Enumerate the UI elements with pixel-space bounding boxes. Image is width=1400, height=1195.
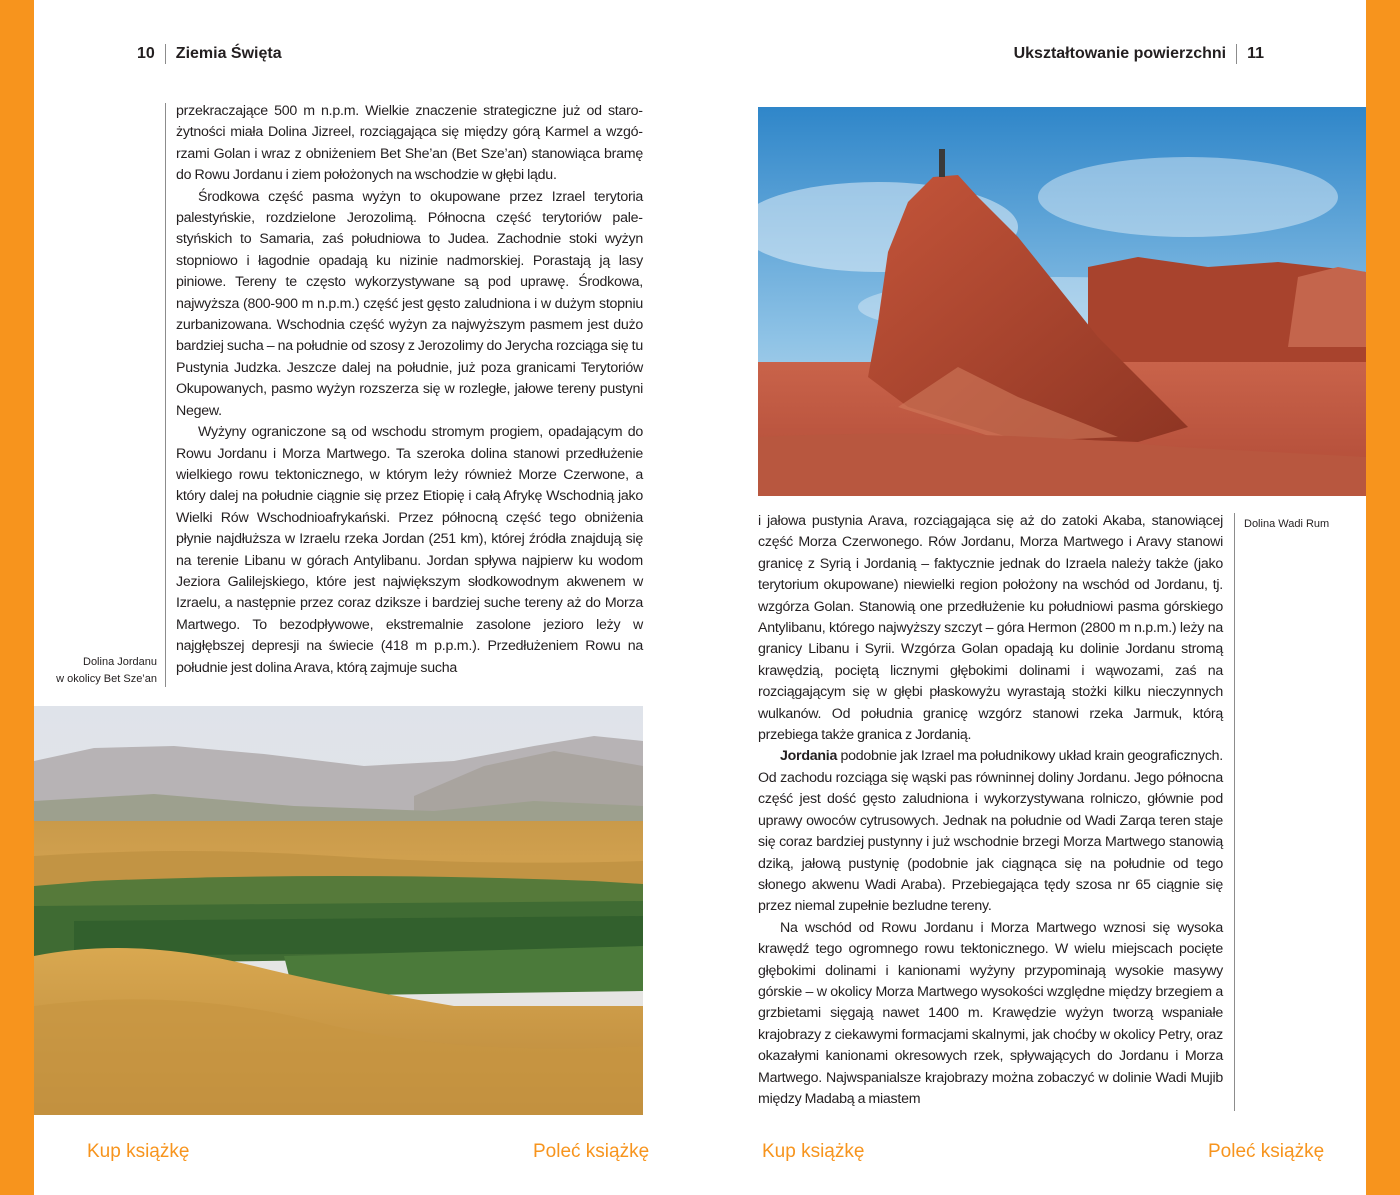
right-paragraph-2-text: podobnie jak Izrael ma południkowy układ krain geograficznych. Od zachodu rozciąga się wąski pas równinnej doliny Jordanu. Jego północna część jest dość gęsto zaludniona i wykorzystywana rolniczo, głównie pod uprawy owoców cytrusowych. Jednak na południe od Wadi Zarqa teren staje się coraz bardziej pustynny i już wschodnie brzegi Morza Martwego stanowią dziką, jałową pustynię (podobnie jak ciągnąca się na południe od tego słonego akwenu Wadi Araba). Przebiegająca tędy szosa nr 65 ciągnie się przez niemal zupełnie bezludne tereny. [758,748,1223,915]
right-paragraph-2 [758,746,1223,917]
left-caption-rule [165,103,166,687]
left-caption-line-2: w okolicy Bet Sze’an [56,673,157,685]
right-paragraph-1: i jałowa pustynia Arava, rozciągająca się aż do zatoki Akaba, stanowiącej część Morza Czerwonego. Rów Jordanu, Morza Martwego i Aravy stanowi granicę z Syrią i Jordanią – faktycznie jednak do Izraela należy także (jako terytorium okupowane) niewielki region położony na wschód od Jordanu, tj. wzgórza Golan. Stanowią one przedłużenie ku południowi pasma górskiego Antylibanu, którego najwyższy szczyt – góra Hermon (2800 m n.p.m.) leży na granicy Libanu i Syrii. Wzgórza Golan opadają ku dolinie Jordanu stromą krawędzią, pociętą licznymi głębokimi dolinami i wąwozami, zaś na rozciągającym się w głębi płaskowyżu wyrastają stożki kilku nieczynnych wulkanów. Od południa granicę wzgórz stanowi rzeka Jarmuk, którą przebiega także granica z Jordanią. [758,513,1223,744]
right-chapter-title: Ukształtowanie powierzchni [1013,45,1227,62]
right-head-separator [1236,44,1237,64]
left-caption-line-1: Dolina Jordanu [83,656,157,668]
left-paragraph-3: Wyżyny ograniczone są od wschodu stromym progiem, opadającym do Rowu Jordanu i Morza Martwego. Ta szeroka dolina stanowi przedłużenie wielkiego rowu tektonicznego, w którym leży również Morze Czerwone, a który dalej na południe ciągnie się przez Etiopię i całą Afrykę Wschodnią jako Wielki Rów Wschodnioafrykański. Przez północną część tego obniżenia płynie najdłuższa w Izraelu rzeka Jordan (251 km), której źródła znajdują się na terenie Libanu w górach Antylibanu. Jordan spływa najpierw ku wodom Jeziora Galilejskiego, które jest największym słodkowodnym akwenem w Izraelu, a następnie przez coraz dziksze i bardziej suche tereny aż do Morza Martwego. To bezodpływowe, ekstremalnie zasolone jezioro leży w najgłębszej depresji na świecie (418 m p.p.m.). Przedłużeniem Rowu na południe jest dolina Arava, którą zajmuje sucha [176,424,643,676]
left-head-separator [165,44,166,64]
left-recommend-book-link[interactable]: Poleć książkę [533,1141,650,1162]
left-chapter-title: Ziemia Święta [175,45,282,62]
left-orange-margin-bar [0,0,34,1195]
left-paragraph-2: Środkowa część pasma wyżyn to okupowane przez Izrael terytoria palestyńskie, rozdzielone Jerozolimą. Północna część terytoriów palestyńskich to Samaria, zaś południowa to Judea. Zachodnie stoki wyżyn stopniowo i łagodnie opadają ku nizinie nadmorskiej. Porastają ją lasy piniowe. Tereny te często wykorzystywane są pod uprawę. Środkowa, najwyższa (800-900 m n.p.m.) część jest gęsto zaludniona i w dużym stopniu zurbanizowana. Wschodnia część wyżyn za najwyższym pasmem jest dużo bardziej sucha – na południe od szosy z Jerozolimy do Jerycha rozciąga się tu Pustynia Judzka. Jeszcze dalej na południe, już poza granicami Terytoriów Okupowanych, pasmo wyżyn rozszerza się w rozległe, jałowe tereny pustyni Negew. [176,188,643,419]
left-body-text [176,101,643,679]
jordan-valley-photo [34,706,643,1115]
right-buy-book-link[interactable]: Kup książkę [762,1141,865,1162]
left-paragraph-1: przekraczające 500 m n.p.m. Wielkie znaczenie strategiczne już od starożytności miała Dolina Jizreel, rozciągająca się między górą Karmel a wzgórzami Golan i wraz z obniżeniem Bet She’an (Bet Sze’an) stanowiąca bramę do Rowu Jordanu i ziem położonych na wschodzie w głębi lądu. [176,103,643,184]
right-photo-caption: Dolina Wadi Rum [1244,518,1330,530]
right-paragraph-3: Na wschód od Rowu Jordanu i Morza Martwego wznosi się wysoka krawędź tego ogromnego rowu tektonicznego. W wielu miejscach pocięte głębokimi dolinami i kanionami wyżyny przypominają wysokie masywy górskie – w okolicy Morza Martwego wysokości względne między brzegiem a grzbietami sięgają nawet 1400 m. Krawędzie wyżyn tworzą wspaniałe krajobrazy z ciekawymi formacjami skalnymi, jak choćby w okolicy Petry, oraz okazałymi kanionami okresowych rzek, spływających do Jordanu i Morza Martwego. Najwspanialsze krajobrazy można zobaczyć w dolinie Wadi Mujib między Madabą a miastem [758,919,1223,1107]
wadi-rum-photo [758,107,1366,496]
right-caption-rule [1234,513,1235,1111]
left-page-number: 10 [137,45,155,62]
jordania-bold-lead: Jordania [780,748,838,765]
right-orange-margin-bar [1366,0,1400,1195]
right-running-head [1014,44,1264,64]
right-recommend-book-link[interactable]: Poleć książkę [1208,1141,1325,1162]
left-running-head [137,44,282,64]
right-page-number: 11 [1247,45,1264,62]
right-body-text [758,511,1223,1110]
left-photo-caption [40,654,157,688]
left-buy-book-link[interactable]: Kup książkę [87,1141,190,1162]
